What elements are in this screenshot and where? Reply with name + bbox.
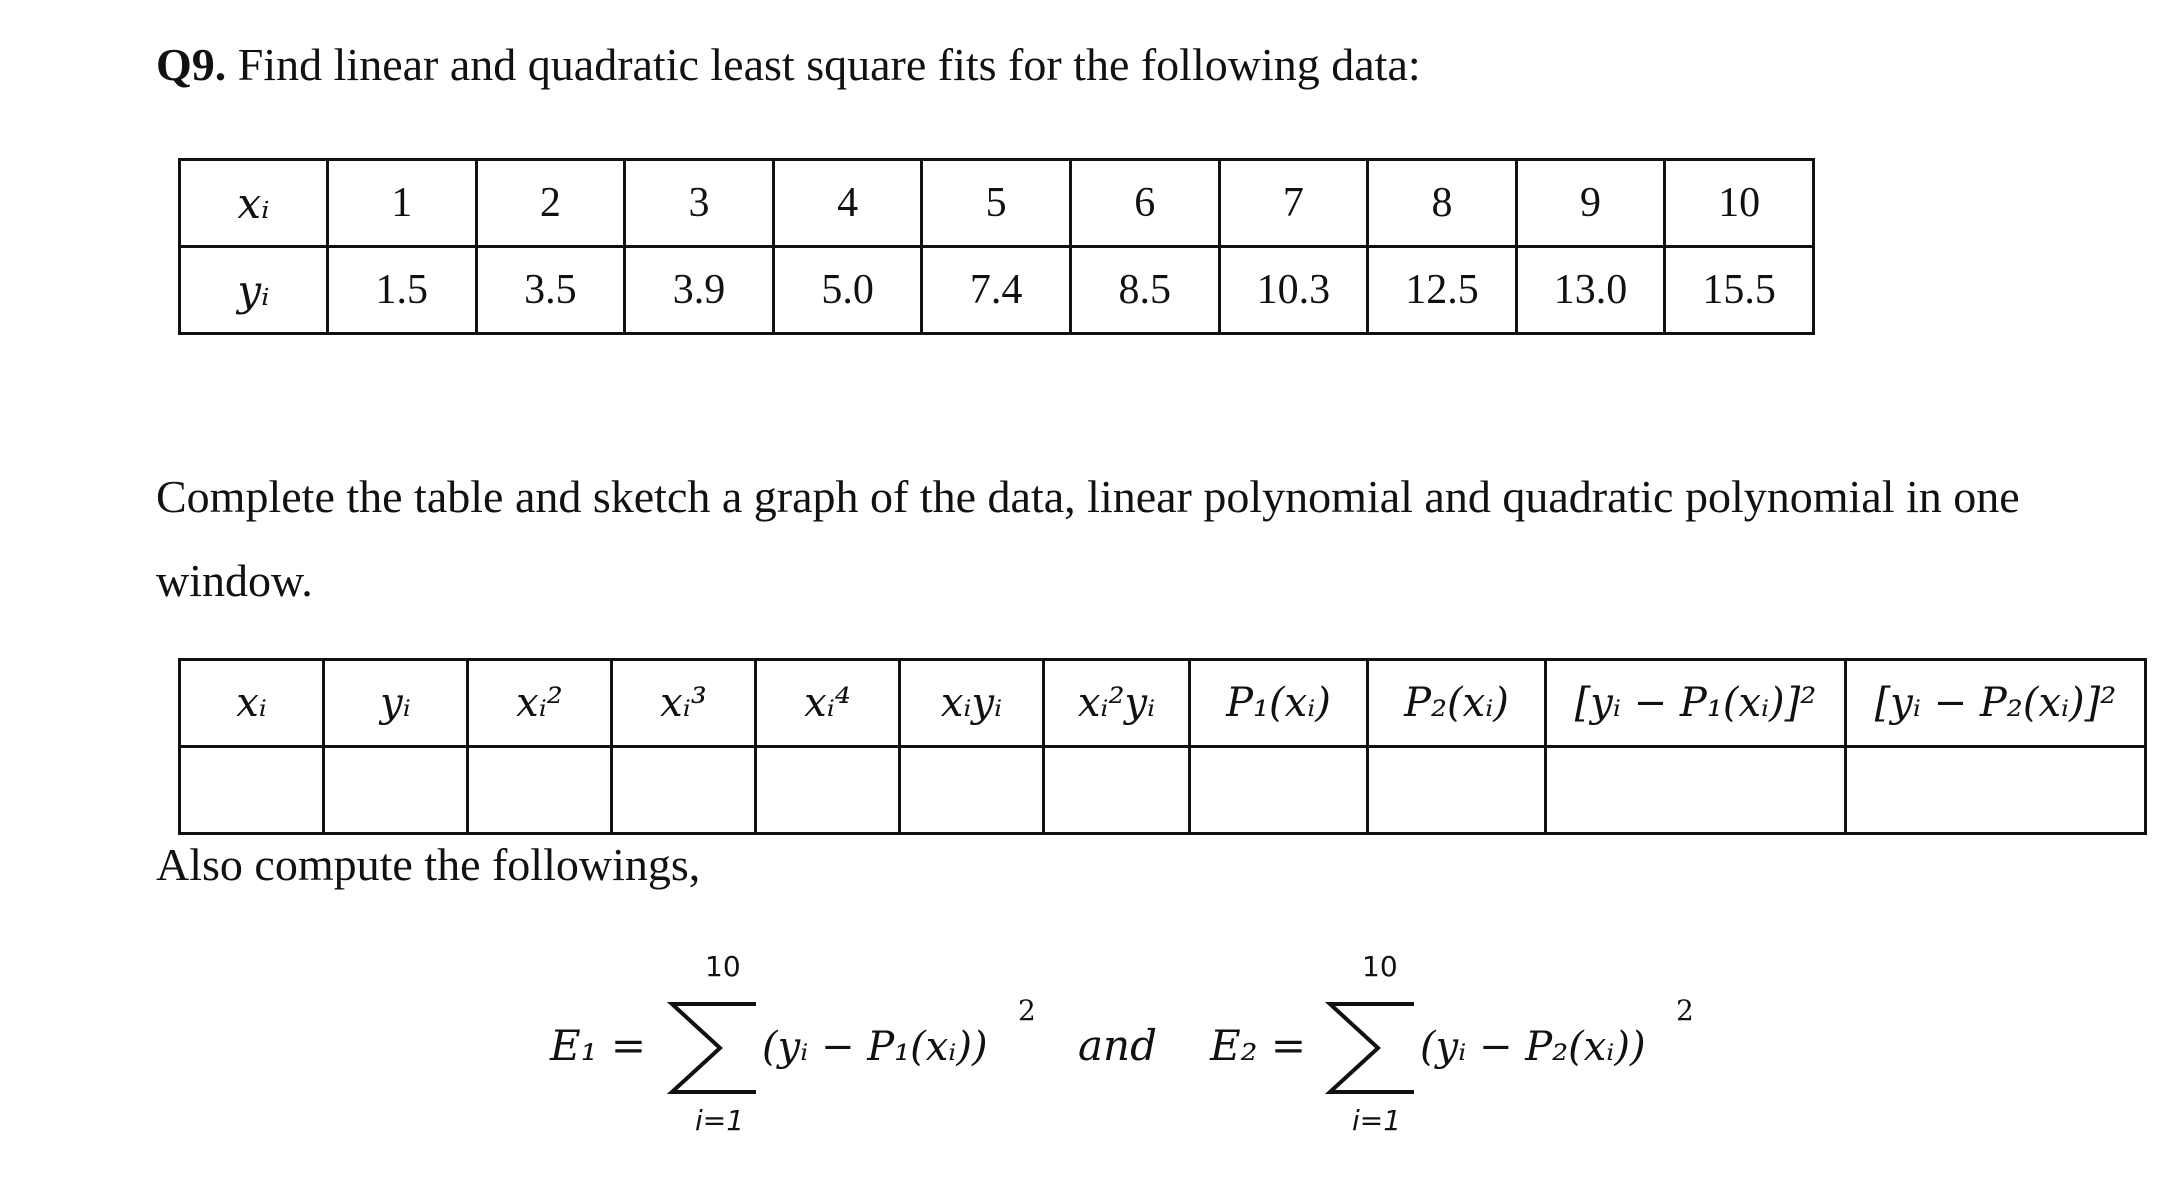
blank-cell[interactable] bbox=[1546, 747, 1846, 834]
column-header: xᵢ³ bbox=[612, 660, 756, 747]
column-header: xᵢ² bbox=[468, 660, 612, 747]
question-heading bbox=[156, 38, 1421, 91]
work-header-row bbox=[180, 660, 2146, 747]
e2-lower-limit: i=1 bbox=[1352, 1104, 1402, 1137]
e1-power: 2 bbox=[1018, 994, 1036, 1027]
data-cell: 1 bbox=[328, 160, 477, 247]
e1-lhs: E₁ = bbox=[550, 1021, 647, 1070]
data-cell: 3.5 bbox=[476, 247, 625, 334]
data-cell: 10 bbox=[1665, 160, 1814, 247]
question-number: Q9. bbox=[156, 39, 227, 90]
column-header: [yᵢ − P₂(xᵢ)]² bbox=[1846, 660, 2146, 747]
e1-body: (yᵢ − P₁(xᵢ)) bbox=[762, 1024, 988, 1070]
column-header: [yᵢ − P₁(xᵢ)]² bbox=[1546, 660, 1846, 747]
and-connector: and bbox=[1078, 1021, 1157, 1070]
data-cell: 7 bbox=[1219, 160, 1368, 247]
blank-cell[interactable] bbox=[1368, 747, 1546, 834]
blank-cell[interactable] bbox=[1044, 747, 1190, 834]
data-cell: 9 bbox=[1516, 160, 1665, 247]
e1-sigma-symbol bbox=[672, 1004, 756, 1092]
blank-cell[interactable] bbox=[756, 747, 900, 834]
column-header: xᵢyᵢ bbox=[900, 660, 1044, 747]
blank-cell[interactable] bbox=[324, 747, 468, 834]
column-header: yᵢ bbox=[324, 660, 468, 747]
work-table bbox=[178, 658, 2147, 835]
formula-e2 bbox=[1209, 950, 1694, 1137]
data-cell: 10.3 bbox=[1219, 247, 1368, 334]
data-cell: 1.5 bbox=[328, 247, 477, 334]
blank-cell[interactable] bbox=[900, 747, 1044, 834]
blank-cell[interactable] bbox=[1190, 747, 1368, 834]
e2-body: (yᵢ − P₂(xᵢ)) bbox=[1420, 1024, 1646, 1070]
data-row-label: xᵢ bbox=[180, 160, 328, 247]
data-cell: 8.5 bbox=[1070, 247, 1219, 334]
column-header: xᵢ²yᵢ bbox=[1044, 660, 1190, 747]
data-cell: 2 bbox=[476, 160, 625, 247]
data-cell: 3 bbox=[625, 160, 774, 247]
question-text: Find linear and quadratic least square fits for the following data: bbox=[226, 39, 1421, 90]
e2-sigma-symbol bbox=[1330, 1004, 1414, 1092]
work-blank-row bbox=[180, 747, 2146, 834]
e1-lower-limit: i=1 bbox=[695, 1104, 745, 1137]
data-cell: 13.0 bbox=[1516, 247, 1665, 334]
data-cell: 5.0 bbox=[773, 247, 922, 334]
column-header: xᵢ bbox=[180, 660, 324, 747]
blank-cell[interactable] bbox=[180, 747, 324, 834]
data-row-label: yᵢ bbox=[180, 247, 328, 334]
also-compute-text: Also compute the followings, bbox=[156, 839, 701, 890]
blank-cell[interactable] bbox=[468, 747, 612, 834]
e1-upper-limit: 10 bbox=[705, 950, 741, 983]
column-header: P₂(xᵢ) bbox=[1368, 660, 1546, 747]
data-row-x bbox=[180, 160, 1814, 247]
e2-lhs: E₂ = bbox=[1210, 1021, 1307, 1070]
instruction-text: Complete the table and sketch a graph of the data, linear polynomial and quadratic polynomial in one window. bbox=[156, 471, 2020, 606]
data-cell: 5 bbox=[922, 160, 1071, 247]
data-cell: 8 bbox=[1368, 160, 1517, 247]
column-header: P₁(xᵢ) bbox=[1190, 660, 1368, 747]
blank-cell[interactable] bbox=[1846, 747, 2146, 834]
e2-upper-limit: 10 bbox=[1362, 950, 1398, 983]
error-formulas bbox=[530, 940, 1710, 1140]
blank-cell[interactable] bbox=[612, 747, 756, 834]
data-cell: 6 bbox=[1070, 160, 1219, 247]
data-cell: 3.9 bbox=[625, 247, 774, 334]
data-cell: 4 bbox=[773, 160, 922, 247]
data-table bbox=[178, 158, 1815, 335]
data-cell: 15.5 bbox=[1665, 247, 1814, 334]
e2-power: 2 bbox=[1676, 994, 1694, 1027]
data-cell: 7.4 bbox=[922, 247, 1071, 334]
formula-e1 bbox=[549, 950, 1036, 1137]
data-cell: 12.5 bbox=[1368, 247, 1517, 334]
column-header: xᵢ⁴ bbox=[756, 660, 900, 747]
data-row-y bbox=[180, 247, 1814, 334]
